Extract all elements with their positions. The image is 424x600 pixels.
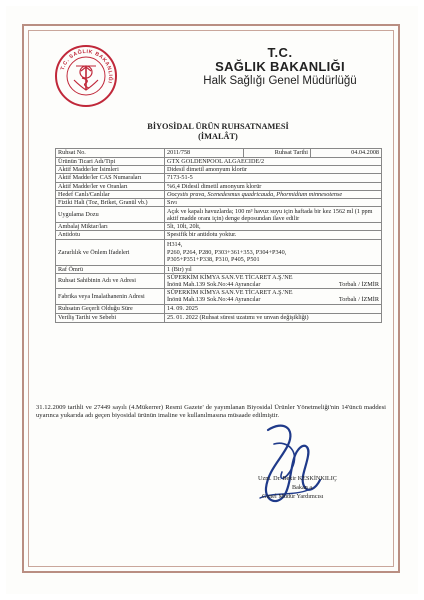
- issue-value: 25. 01. 2022 (Ruhsat süresi uzatımı ve unvan değişikliği): [165, 313, 382, 322]
- table-row: [56, 174, 382, 182]
- ruhsat-no-cell: [165, 149, 382, 158]
- row-value: Didesil dimetil amonyum klorür: [165, 166, 382, 174]
- signatory-name: Uzm. Dr. Bekir KESKİNKILIÇ: [258, 475, 337, 482]
- row-label: Hedef Canlı/Canlılar: [56, 190, 165, 198]
- ruhsat-no-value: 2011/758: [165, 149, 244, 156]
- table-row: [56, 265, 382, 273]
- row-value: Spesifik bir antidotu yoktur.: [165, 231, 382, 239]
- ministry-header: [170, 46, 390, 88]
- ruhsat-no-label: Ruhsat No.: [56, 149, 165, 158]
- table-row: [56, 289, 382, 304]
- signatory-title: Genel Müdür Yardımcısı: [262, 493, 324, 500]
- factory-cell: [165, 289, 382, 304]
- table-row: [56, 231, 382, 239]
- header-tc: T.C.: [267, 45, 293, 60]
- owner-label: Ruhsat Sahibinin Adı ve Adresi: [56, 273, 165, 288]
- row-value: GTX GOLDENPOOL ALGAECIDE/2: [165, 158, 382, 166]
- issue-label: Veriliş Tarihi ve Sebebi: [56, 313, 165, 322]
- row-value: Açık ve kapalı havuzlarda; 100 m³ havuz suyu için haftada bir kez 1562 ml (1 ppm aktif madde oranı için) denge deposundan ilave edilir: [165, 207, 382, 223]
- row-label: Ambalaj Miktar/ları: [56, 223, 165, 231]
- table-row: [56, 190, 382, 198]
- factory-address: İnönü Mah.139 Sok.No:44 Ayrancılar: [167, 296, 261, 304]
- row-value: Sıvı: [165, 199, 382, 207]
- row-label: Aktif Madde/ler ve Oranları: [56, 182, 165, 190]
- table-row: [56, 304, 382, 313]
- table-row: [56, 149, 382, 158]
- ruhsat-tarihi-value: 04.04.2008: [351, 149, 379, 157]
- header-directorate: Halk Sağlığı Genel Müdürlüğü: [203, 75, 357, 87]
- row-value: Oocystis prava, Scenedesmus quadricauda, Phormidium minnesotense: [165, 190, 382, 198]
- signatory-block: [250, 474, 370, 501]
- factory-name: SÜPERKİM KİMYA SAN.VE TİCARET A.Ş.'NE: [167, 289, 293, 297]
- table-row: [56, 199, 382, 207]
- table-row: [56, 313, 382, 322]
- validity-label: Ruhsatın Geçerli Olduğu Süre: [56, 304, 165, 313]
- row-value: %6,4 Didesil dimetil amonyum klorür: [165, 182, 382, 190]
- license-details-table: [55, 148, 382, 323]
- table-row: [56, 158, 382, 166]
- owner-name: SÜPERKİM KİMYA SAN.VE TİCARET A.Ş.'NE: [167, 273, 293, 281]
- row-value: 5lt, 10lt, 20lt,: [165, 223, 382, 231]
- row-label: Aktif Madde/ler İsimleri: [56, 166, 165, 174]
- row-label: Fiziki Hali (Toz, Briket, Granül vb.): [56, 199, 165, 207]
- factory-city: Torbalı / İZMİR: [338, 296, 379, 304]
- signatory-on-behalf: Bakan a.: [292, 484, 314, 491]
- row-value: 1 (Bir) yıl: [165, 265, 382, 273]
- validity-value: 14. 09. 2025: [165, 304, 382, 313]
- handwritten-signature: [238, 410, 328, 520]
- row-value: H314, P260, P264, P280, P303+361+353, P304+P340, P305+P351+P338, P310, P405, P501: [165, 239, 382, 265]
- ruhsat-tarihi-label: Ruhsat Tarihi: [244, 149, 311, 156]
- table-row: [56, 207, 382, 223]
- table-row: [56, 239, 382, 265]
- row-label: Raf Ömrü: [56, 265, 165, 273]
- document-title-main: BİYOSİDAL ÜRÜN RUHSATNAMESİ: [147, 122, 289, 131]
- owner-cell: [165, 273, 382, 288]
- table-row: [56, 182, 382, 190]
- legal-notice-paragraph: 31.12.2009 tarihli ve 27449 sayılı (4.Mükerrer) Resmi Gazete' de yayımlanan Biyosidal Ürünler Yönetmeliği'nin 14'üncü maddesi uyarınca yukarıda adı geçen biyosidal ürünün imaline ve kullanılmasına müsaade edilmiştir.: [36, 404, 386, 420]
- row-label: Uygulama Dozu: [56, 207, 165, 223]
- ministry-of-health-seal-icon: [54, 44, 118, 108]
- factory-label: Fabrika veya İmalathanenin Adresi: [56, 289, 165, 304]
- document-title: [100, 122, 336, 142]
- row-label: Zararlılık ve Önlem İfadeleri: [56, 239, 165, 265]
- row-label: Antidotu: [56, 231, 165, 239]
- owner-address: İnönü Mah.139 Sok.No:44 Ayrancılar: [167, 281, 261, 289]
- seal-text: T.C. SAĞLIK BAKANLIĞI: [59, 48, 114, 85]
- row-label: Aktif Madde/ler CAS Numaraları: [56, 174, 165, 182]
- row-label: Ürünün Ticari Adı/Tipi: [56, 158, 165, 166]
- table-row: [56, 273, 382, 288]
- table-row: [56, 166, 382, 174]
- header-ministry: SAĞLIK BAKANLIĞI: [215, 59, 345, 74]
- owner-city: Torbalı / İZMİR: [338, 281, 379, 289]
- document-title-sub: (İMALÂT): [198, 132, 238, 141]
- table-row: [56, 223, 382, 231]
- row-value: 7173-51-5: [165, 174, 382, 182]
